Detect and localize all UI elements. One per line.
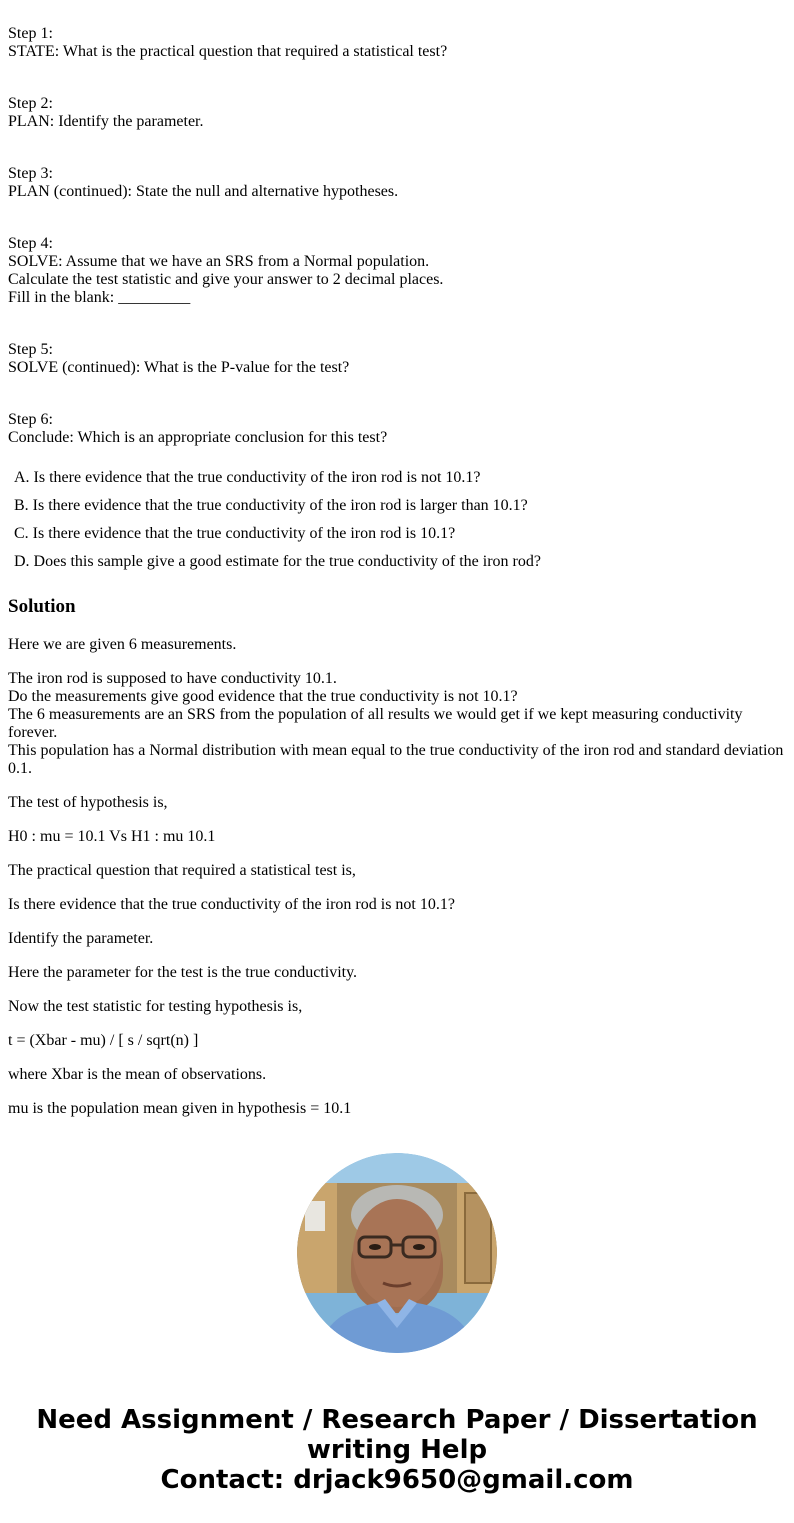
step-text: Calculate the test statistic and give your answer to 2 decimal places. — [8, 271, 444, 288]
solution-paragraph: Is there evidence that the true conductivity of the iron rod is not 10.1? — [8, 896, 455, 913]
step-label: Step 1: — [8, 25, 53, 42]
option-d: D. Does this sample give a good estimate for the true conductivity of the iron rod? — [14, 553, 541, 570]
formula-text: t = (Xbar - mu) / [ s / sqrt(n) ] — [8, 1032, 199, 1049]
solution-paragraph: The 6 measurements are an SRS from the population of all results we would get if we kept measuring conductivity forever. — [8, 706, 743, 741]
step-text: SOLVE (continued): What is the P-value for the test? — [8, 359, 350, 376]
step-label: Step 5: — [8, 341, 53, 358]
promo-line: Need Assignment / Research Paper / Dissertation — [36, 1405, 758, 1435]
contact-email: Contact: drjack9650@gmail.com — [160, 1465, 634, 1495]
step-label: Step 6: — [8, 411, 53, 428]
person-portrait-image — [297, 1153, 497, 1353]
solution-paragraph: Here the parameter for the test is the true conductivity. — [8, 964, 358, 981]
solution-paragraph: mu is the population mean given in hypothesis = 10.1 — [8, 1100, 352, 1117]
solution-paragraph: Do the measurements give good evidence that the true conductivity is not 10.1? — [8, 688, 518, 705]
solution-heading: Solution — [8, 596, 76, 617]
hypothesis-text: H0 : mu = 10.1 Vs H1 : mu 10.1 — [8, 828, 216, 845]
option-a: A. Is there evidence that the true conductivity of the iron rod is not 10.1? — [14, 469, 481, 486]
step-label: Step 2: — [8, 95, 53, 112]
option-b: B. Is there evidence that the true conductivity of the iron rod is larger than 10.1? — [14, 497, 528, 514]
option-c: C. Is there evidence that the true conductivity of the iron rod is 10.1? — [14, 525, 456, 542]
solution-paragraph: Now the test statistic for testing hypothesis is, — [8, 998, 303, 1015]
solution-paragraph: The iron rod is supposed to have conductivity 10.1. — [8, 670, 337, 687]
step-text: Fill in the blank: _________ — [8, 289, 191, 306]
solution-paragraph: Identify the parameter. — [8, 930, 154, 947]
step-label: Step 3: — [8, 165, 53, 182]
step-text: Conclude: Which is an appropriate conclusion for this test? — [8, 429, 388, 446]
solution-paragraph: The practical question that required a statistical test is, — [8, 862, 356, 879]
step-text: PLAN: Identify the parameter. — [8, 113, 204, 130]
solution-paragraph: Here we are given 6 measurements. — [8, 636, 237, 653]
solution-paragraph: where Xbar is the mean of observations. — [8, 1066, 267, 1083]
step-text: SOLVE: Assume that we have an SRS from a Normal population. — [8, 253, 430, 270]
solution-paragraph: The test of hypothesis is, — [8, 794, 168, 811]
step-label: Step 4: — [8, 235, 53, 252]
solution-paragraph: This population has a Normal distribution with mean equal to the true conductivity of the iron rod and standard deviation 0.1. — [8, 742, 784, 777]
step-text: PLAN (continued): State the null and alternative hypotheses. — [8, 183, 399, 200]
avatar — [297, 1153, 497, 1353]
promo-line: writing Help — [306, 1435, 488, 1465]
step-text: STATE: What is the practical question that required a statistical test? — [8, 43, 448, 60]
